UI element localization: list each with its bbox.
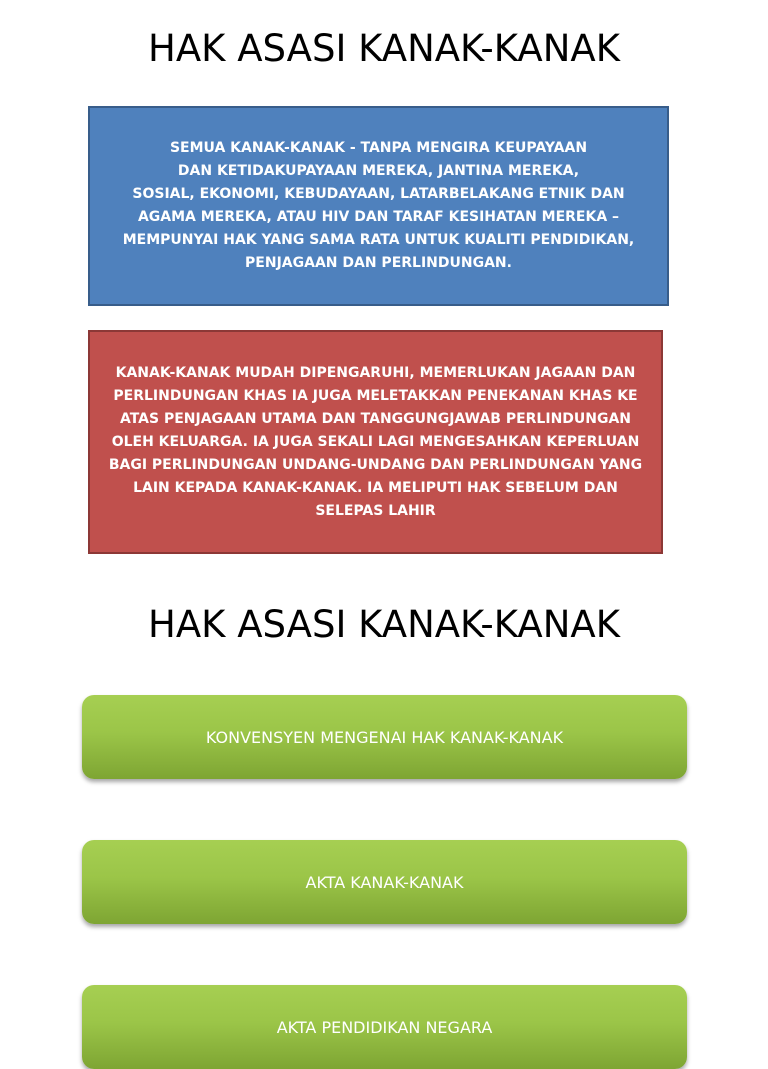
protection-box [88, 330, 663, 554]
akta-kanak-kanak-button[interactable] [82, 840, 687, 924]
akta-pendidikan-button-label: AKTA PENDIDIKAN NEGARA [276, 1017, 493, 1037]
akta-pendidikan-button[interactable] [82, 985, 687, 1069]
protection-text: KANAK-KANAK MUDAH DIPENGARUHI, MEMERLUKAN JAGAAN DAN PERLINDUNGAN KHAS IA JUGA MELETAKKAN PENEKANAN KHAS KE ATAS PENJAGAAN UTAMA DAN TANGGUNGJAWAB PERLINDUNGAN OLEH KELUARGA. IA JUGA SEKALI LAGI MENGESAHKAN KEPERLUAN BAGI PERLINDUNGAN UNDANG-UNDANG DAN PERLINDUNGAN YANG LAIN KEPADA KANAK-KANAK. IA MELIPUTI HAK SEBELUM DAN SELEPAS LAHIR [108, 364, 643, 519]
akta-kanak-kanak-button-label: AKTA KANAK-KANAK [305, 872, 464, 892]
equal-rights-box [88, 106, 669, 306]
konvensyen-button-label: KONVENSYEN MENGENAI HAK KANAK-KANAK [205, 727, 564, 747]
konvensyen-button[interactable] [82, 695, 687, 779]
section-title: HAK ASASI KANAK-KANAK [148, 603, 620, 646]
page-title: HAK ASASI KANAK-KANAK [148, 27, 620, 70]
equal-rights-text: SEMUA KANAK-KANAK - TANPA MENGIRA KEUPAYAAN DAN KETIDAKUPAYAAN MEREKA, JANTINA MEREKA, SOSIAL, EKONOMI, KEBUDAYAAN, LATARBELAKANG ETNIK DAN AGAMA MEREKA, ATAU HIV DAN TARAF KESIHATAN MEREKA – MEMPUNYAI HAK YANG SAMA RATA UNTUK KUALITI PENDIDIKAN, PENJAGAAN DAN PERLINDUNGAN. [122, 140, 635, 271]
